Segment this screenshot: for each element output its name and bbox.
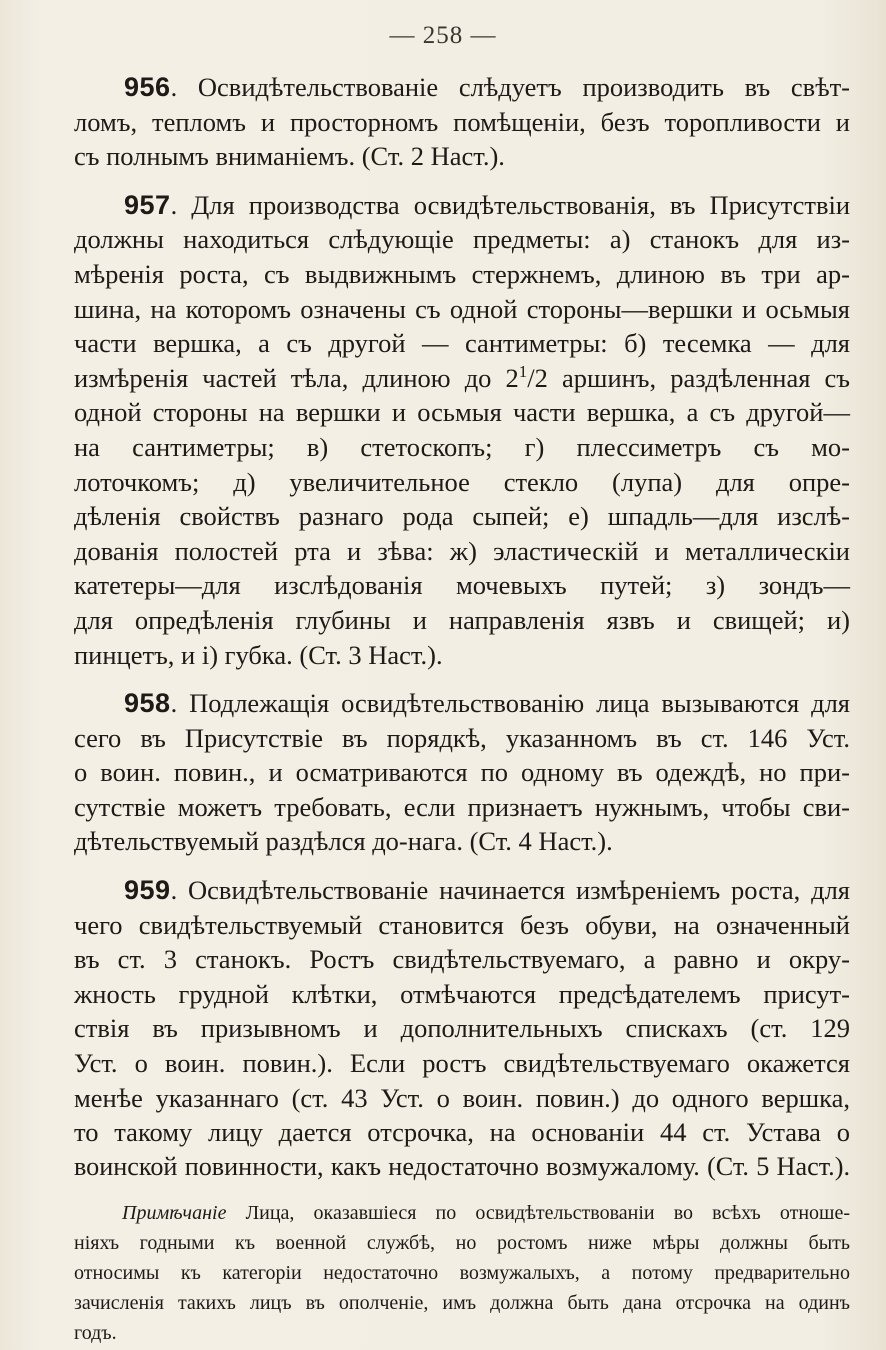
article-line: чего свидѣтельствуемый становится безъ обуви, на означенный	[74, 909, 850, 940]
article-line: воинской повинности, какъ недостаточно возмужалому. (Ст. 5 Наст.).	[74, 1151, 850, 1181]
article-line: менѣе указаннаго (ст. 43 Уст. о воин. повин.) до одного вершка,	[74, 1082, 850, 1113]
article-line: шина, на которомъ означены съ одной стороны—вершки и осьмыя	[74, 293, 850, 324]
article-959	[74, 873, 850, 1184]
article-line: катетеры—для изслѣдованія мочевыхъ путей; з) зондъ—	[74, 570, 850, 601]
article-line: лоточкомъ; д) увеличительное стекло (лупа) для опре-	[74, 466, 850, 497]
article-line: въ ст. 3 станокъ. Ростъ свидѣтельствуемаго, а равно и окру-	[74, 944, 850, 975]
article-line: пинцетъ, и і) губка. (Ст. 3 Наст.).	[74, 639, 443, 670]
note-line: зачисленія такихъ лицъ въ ополченіе, имъ должна быть дана отсрочка на одинъ	[74, 1292, 850, 1315]
article-956	[74, 70, 850, 174]
article-line: то такому лицу дается отсрочка, на основаніи 44 ст. Устава о	[74, 1117, 850, 1148]
article-number: 959	[124, 875, 171, 906]
article-line: на сантиметры; в) стетоскопъ; г) плессиметръ съ мо-	[74, 431, 850, 462]
article-line: одной стороны на вершки и осьмыя части вершка, а съ другой—	[74, 397, 850, 428]
article-957	[74, 188, 850, 672]
article-line: дованія полостей рта и зѣва: ж) эластическій и металлическіи	[74, 535, 850, 566]
article-line: 956. Освидѣтельствованіе слѣдуетъ производить въ свѣт-	[124, 72, 850, 102]
footnote	[74, 1198, 850, 1348]
article-line: сего въ Присутствіе въ порядкѣ, указанномъ въ ст. 146 Уст.	[74, 722, 850, 753]
article-line: должны находиться слѣдующіе предметы: а) станокъ для из-	[74, 224, 850, 255]
article-line: сутствіе можетъ требовать, если признаетъ нужнымъ, чтобы сви-	[74, 791, 850, 822]
article-line: 957. Для производства освидѣтельствованія, въ Присутствіи	[124, 189, 850, 220]
article-line: 959. Освидѣтельствованіе начинается измѣреніемъ роста, для	[124, 875, 850, 906]
article-line: жность грудной клѣтки, отмѣчаются предсѣдателемъ присут-	[74, 978, 850, 1009]
note-label: Примѣчаніе	[122, 1202, 227, 1225]
article-line: измѣренія частей тѣла, длиною до $2^1/2$ аршинъ, раздѣленная съ	[74, 361, 850, 393]
article-958	[74, 686, 850, 859]
article-number: 958	[124, 688, 171, 719]
page-number: — 258 —	[389, 22, 497, 49]
article-line: мѣренія роста, съ выдвижнымъ стержнемъ, длиною въ три ар-	[74, 258, 850, 289]
article-line: съ полнымъ вниманіемъ. (Ст. 2 Наст.).	[74, 141, 505, 172]
article-line: Уст. о воин. повин.). Если ростъ свидѣтельствуемаго окажется	[74, 1048, 850, 1079]
article-line: ствія въ призывномъ и дополнительныхъ спискахъ (ст. 129	[74, 1013, 850, 1044]
article-line: 958. Подлежащія освидѣтельствованію лица вызываются для	[124, 688, 850, 719]
note-line: относимы къ категоріи недостаточно возмужалыхъ, а потому предварительно	[74, 1262, 850, 1285]
article-line: для опредѣленія глубины и направленія язвъ и свищей; и)	[74, 604, 850, 635]
article-line: ломъ, тепломъ и просторномъ помѣщеніи, безъ торопливости и	[74, 106, 850, 137]
note-line: ніяхъ годными къ военной службѣ, но ростомъ ниже мѣры должны быть	[74, 1232, 850, 1255]
article-number: 957	[124, 189, 171, 220]
article-line: о воин. повин., и осматриваются по одному въ одеждѣ, но при-	[74, 757, 850, 788]
note-line: Примѣчаніе Лица, оказавшіеся по освидѣтельствованіи во всѣхъ отноше-	[122, 1202, 850, 1225]
article-line: части вершка, а съ другой — сантиметры: б) тесемка — для	[74, 328, 850, 359]
fraction-numerator: 1	[518, 361, 528, 381]
note-line: годъ.	[74, 1322, 117, 1345]
article-line: дѣтельствуемый раздѣлся до-нага. (Ст. 4 Наст.).	[74, 826, 613, 857]
article-number: 956	[124, 72, 171, 102]
article-line: дѣленія свойствъ разнаго рода сыпей; е) шпадль—для изслѣ-	[74, 501, 850, 532]
